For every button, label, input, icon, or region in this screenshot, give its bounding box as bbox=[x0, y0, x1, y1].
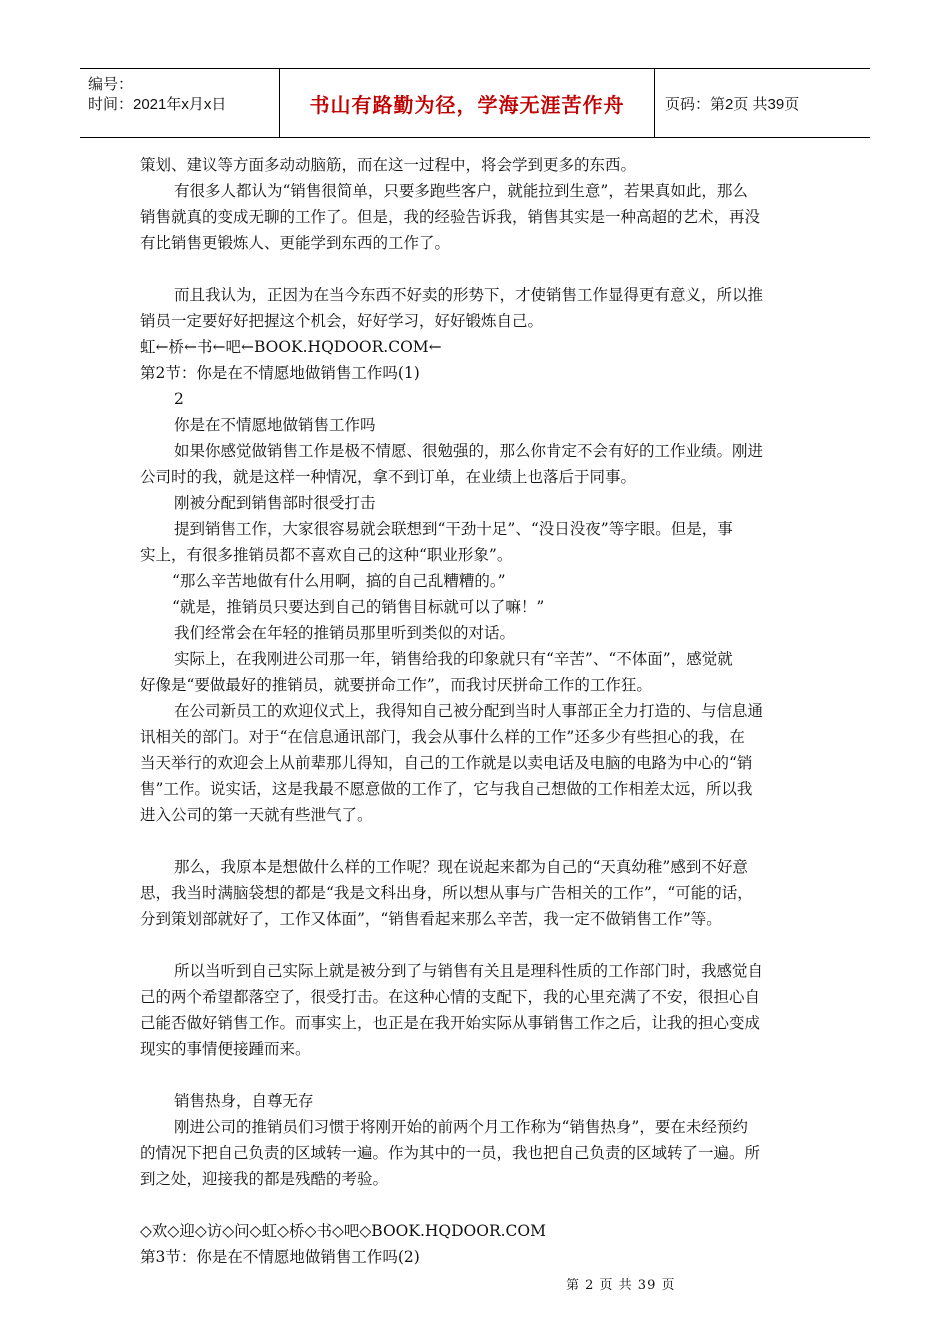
text-line: 分到策划部就好了，工作又体面”，“销售看起来那么辛苦，我一定不做销售工作”等。 bbox=[140, 910, 722, 928]
text-line: 实上，有很多推销员都不喜欢自己的这种“职业形象”。 bbox=[140, 546, 513, 564]
page-footer: 第 2 页 共 39 页 bbox=[566, 1278, 676, 1293]
page-info: 页码：第2页 共39页 bbox=[665, 95, 800, 113]
section-heading: 第2节：你是在不情愿地做销售工作吗(1) bbox=[140, 364, 420, 382]
subheading: 刚被分配到销售部时很受打击 bbox=[174, 494, 376, 512]
text-line: 好像是“要做最好的推销员，就要拼命工作”，而我讨厌拼命工作的工作狂。 bbox=[140, 676, 652, 694]
text-line: 有很多人都认为“销售很简单，只要多跑些客户，就能拉到生意”，若果真如此，那么 bbox=[174, 182, 748, 200]
text-line: 有比销售更锻炼人、更能学到东西的工作了。 bbox=[140, 234, 451, 252]
text-line: 如果你感觉做销售工作是极不情愿、很勉强的，那么你肯定不会有好的工作业绩。刚进 bbox=[174, 442, 764, 460]
text-line: 己的两个希望都落空了，很受打击。在这种心情的支配下，我的心里充满了不安，很担心自 bbox=[140, 988, 761, 1006]
blank-line bbox=[140, 932, 820, 958]
motto: 书山有路勤为径，学海无涯苦作舟 bbox=[309, 92, 625, 117]
doc-number: 编号： bbox=[88, 76, 134, 93]
page-header bbox=[80, 68, 870, 138]
text-line: 进入公司的第一天就有些泄气了。 bbox=[140, 806, 373, 824]
watermark-line: 虹←桥←书←吧←BOOK.HQDOOR.COM← bbox=[140, 338, 442, 356]
section-heading: 第3节：你是在不情愿地做销售工作吗(2) bbox=[140, 1248, 420, 1266]
text-line: 己能否做好销售工作。而事实上，也正是在我开始实际从事销售工作之后，让我的担心变成 bbox=[140, 1014, 761, 1032]
text-line: 那么，我原本是想做什么样的工作呢？现在说起来都为自己的“天真幼稚”感到不好意 bbox=[174, 858, 748, 876]
text-line: 在公司新员工的欢迎仪式上，我得知自己被分配到当时人事部正全力打造的、与信息通 bbox=[174, 702, 764, 720]
section-title: 你是在不情愿地做销售工作吗 bbox=[174, 416, 376, 434]
watermark-line: ◇欢◇迎◇访◇问◇虹◇桥◇书◇吧◇BOOK.HQDOOR.COM bbox=[140, 1222, 546, 1240]
text-line: 销售就真的变成无聊的工作了。但是，我的经验告诉我，销售其实是一种高超的艺术，再没 bbox=[140, 208, 761, 226]
section-number: 2 bbox=[174, 390, 184, 408]
text-line: 实际上，在我刚进公司那一年，销售给我的印象就只有“辛苦”、“不体面”，感觉就 bbox=[174, 650, 733, 668]
quote-line: “那么辛苦地做有什么用啊，搞的自己乱糟糟的。” bbox=[172, 572, 506, 590]
text-line: 售”工作。说实话，这是我最不愿意做的工作了，它与我自己想做的工作相差太远，所以我 bbox=[140, 780, 753, 798]
text-line: 我们经常会在年轻的推销员那里听到类似的对话。 bbox=[174, 624, 516, 642]
text-line: 到之处，迎接我的都是残酷的考验。 bbox=[140, 1170, 389, 1188]
text-line: 而且我认为，正因为在当今东西不好卖的形势下，才使销售工作显得更有意义，所以推 bbox=[174, 286, 764, 304]
text-line: 销员一定要好好把握这个机会，好好学习，好好锻炼自己。 bbox=[140, 312, 544, 330]
header-meta bbox=[80, 69, 280, 137]
text-line: 当天举行的欢迎会上从前辈那儿得知，自己的工作就是以卖电话及电脑的电路为中心的“销 bbox=[140, 754, 753, 772]
text-line: 刚进公司的推销员们习惯于将刚开始的前两个月工作称为“销售热身”，要在未经预约 bbox=[174, 1118, 748, 1136]
text-line: 策划、建议等方面多动动脑筋，而在这一过程中，将会学到更多的东西。 bbox=[140, 156, 637, 174]
document-body bbox=[140, 152, 820, 1270]
blank-line bbox=[140, 256, 820, 282]
blank-line bbox=[140, 1062, 820, 1088]
text-line: 的情况下把自己负责的区域转一遍。作为其中的一员，我也把自己负责的区域转了一遍。所 bbox=[140, 1144, 761, 1162]
blank-line bbox=[140, 828, 820, 854]
text-line: 公司时的我，就是这样一种情况，拿不到订单，在业绩上也落后于同事。 bbox=[140, 468, 637, 486]
text-line: 所以当听到自己实际上就是被分到了与销售有关且是理科性质的工作部门时，我感觉自 bbox=[174, 962, 764, 980]
header-motto-cell bbox=[280, 69, 655, 137]
doc-date: 时间：2021年x月x日 bbox=[88, 96, 227, 113]
text-line: 提到销售工作，大家很容易就会联想到“干劲十足”、“没日没夜”等字眼。但是，事 bbox=[174, 520, 733, 538]
text-line: 思，我当时满脑袋想的都是“我是文科出身，所以想从事与广告相关的工作”，“可能的话， bbox=[140, 884, 753, 902]
blank-line bbox=[140, 1192, 820, 1218]
quote-line: “就是，推销员只要达到自己的销售目标就可以了嘛！” bbox=[172, 598, 545, 616]
subheading: 销售热身，自尊无存 bbox=[174, 1092, 314, 1110]
text-line: 现实的事情便接踵而来。 bbox=[140, 1040, 311, 1058]
text-line: 讯相关的部门。对于“在信息通讯部门，我会从事什么样的工作”还多少有些担心的我，在 bbox=[140, 728, 745, 746]
